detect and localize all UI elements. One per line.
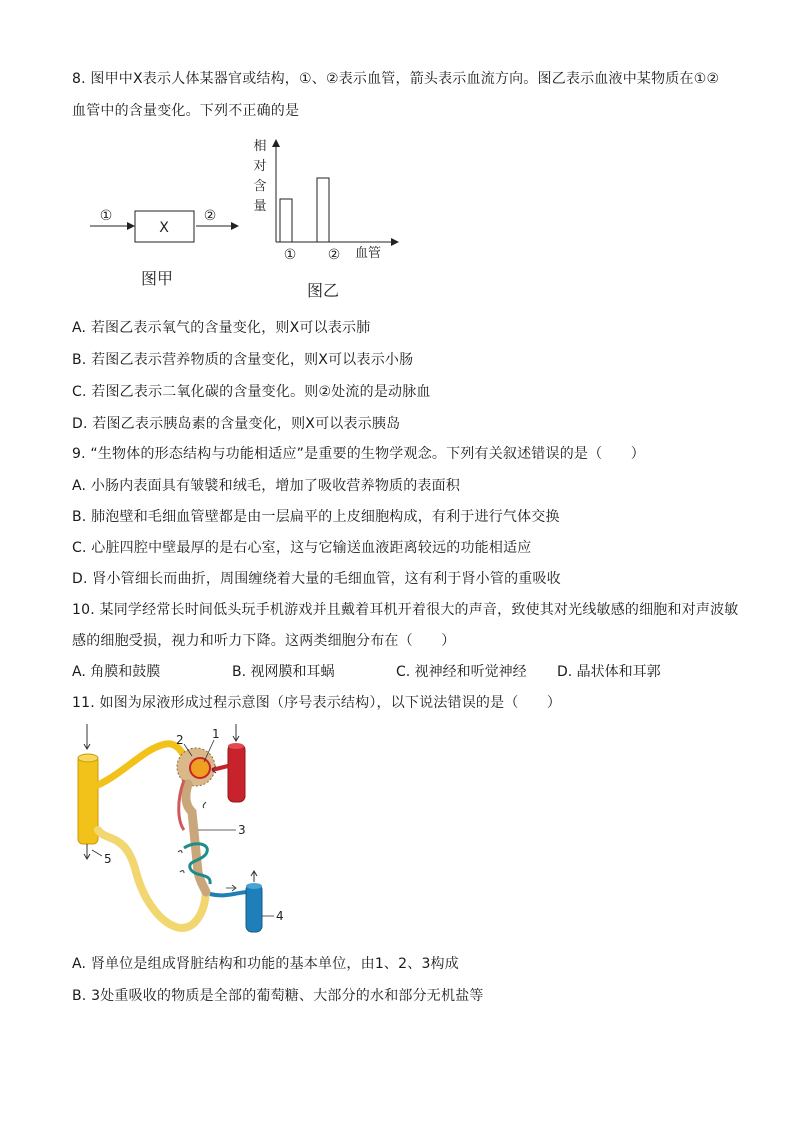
q10-option-d: D. 晶状体和耳郭 xyxy=(557,664,661,680)
q8-option-d: D. 若图乙表示胰岛素的含量变化，则X可以表示胰岛 xyxy=(72,416,401,432)
fig-yi-ylabel-2: 对 xyxy=(253,159,267,174)
fig-jia-caption: 图甲 xyxy=(140,269,174,288)
q11-stem: 11. 如图为尿液形成过程示意图（序号表示结构），以下说法错误的是（ ） xyxy=(72,695,562,711)
label-1: 1 xyxy=(212,727,220,741)
q8-option-a: A. 若图乙表示氧气的含量变化，则X可以表示肺 xyxy=(72,320,371,336)
fig-yi-bar-1 xyxy=(280,199,292,242)
fig-yi-ylabel-1: 相 xyxy=(253,139,267,154)
q8-stem-line1: 8. 图甲中X表示人体某器官或结构，①、②表示血管，箭头表示血流方向。图乙表示血液中某物质在①② xyxy=(72,71,720,87)
q10-option-b: B. 视网膜和耳蜗 xyxy=(232,664,335,680)
label-4: 4 xyxy=(276,909,284,923)
q9-stem: 9. “生物体的形态结构与功能相适应”是重要的生物学观念。下列有关叙述错误的是（ ） xyxy=(72,446,645,462)
label-5: 5 xyxy=(104,852,112,866)
q9-option-c: C. 心脏四腔中壁最厚的是右心室，这与它输送血液距离较远的功能相适应 xyxy=(72,540,532,556)
renal-artery xyxy=(228,744,245,802)
q10-option-c: C. 视神经和听觉神经 xyxy=(396,664,527,680)
fig-yi-caption: 图乙 xyxy=(306,281,340,300)
fig-yi-bar-2 xyxy=(317,178,329,242)
q8-option-b: B. 若图乙表示营养物质的含量变化，则X可以表示小肠 xyxy=(72,352,414,368)
q9-option-b: B. 肺泡壁和毛细血管壁都是由一层扁平的上皮细胞构成，有利于进行气体交换 xyxy=(72,509,560,525)
fig-yi-bar-1-label: ① xyxy=(283,247,297,263)
q10-stem-line2: 感的细胞受损，视力和听力下降。这两类细胞分布在（ ） xyxy=(72,633,456,649)
nephron-diagram xyxy=(66,722,296,937)
q10-option-a: A. 角膜和鼓膜 xyxy=(72,664,161,680)
q9-option-d: D. 肾小管细长而曲折，周围缠绕着大量的毛细血管，这有利于肾小管的重吸收 xyxy=(72,571,561,587)
q9-option-a: A. 小肠内表面具有皱襞和绒毛，增加了吸收营养物质的表面积 xyxy=(72,478,461,494)
fig-jia-vessel-2-label: ② xyxy=(203,208,217,224)
q11-option-a: A. 肾单位是组成肾脏结构和功能的基本单位，由1、2、3构成 xyxy=(72,956,459,972)
glomerulus xyxy=(190,758,210,778)
label-3: 3 xyxy=(238,823,246,837)
q11-option-b: B. 3处重吸收的物质是全部的葡萄糖、大部分的水和部分无机盐等 xyxy=(72,988,484,1004)
fig-jia-x-label: X xyxy=(159,220,169,236)
figure-yi xyxy=(246,132,406,304)
renal-vein xyxy=(246,884,262,932)
q8-stem-line2: 血管中的含量变化。下列不正确的是 xyxy=(72,103,300,119)
fig-yi-bar-2-label: ② xyxy=(327,247,341,263)
fig-yi-xlabel: 血管 xyxy=(354,246,382,261)
q8-option-c: C. 若图乙表示二氧化碳的含量变化。则②处流的是动脉血 xyxy=(72,384,431,400)
q10-stem-line1: 10. 某同学经常长时间低头玩手机游戏并且戴着耳机开着很大的声音，致使其对光线敏感的细胞和对声波敏 xyxy=(72,602,739,618)
label-2: 2 xyxy=(176,733,184,747)
figure-jia xyxy=(84,196,254,296)
fig-yi-ylabel-4: 量 xyxy=(253,199,267,214)
fig-jia-vessel-1-label: ① xyxy=(99,208,113,224)
fig-yi-ylabel-3: 含 xyxy=(253,179,267,194)
